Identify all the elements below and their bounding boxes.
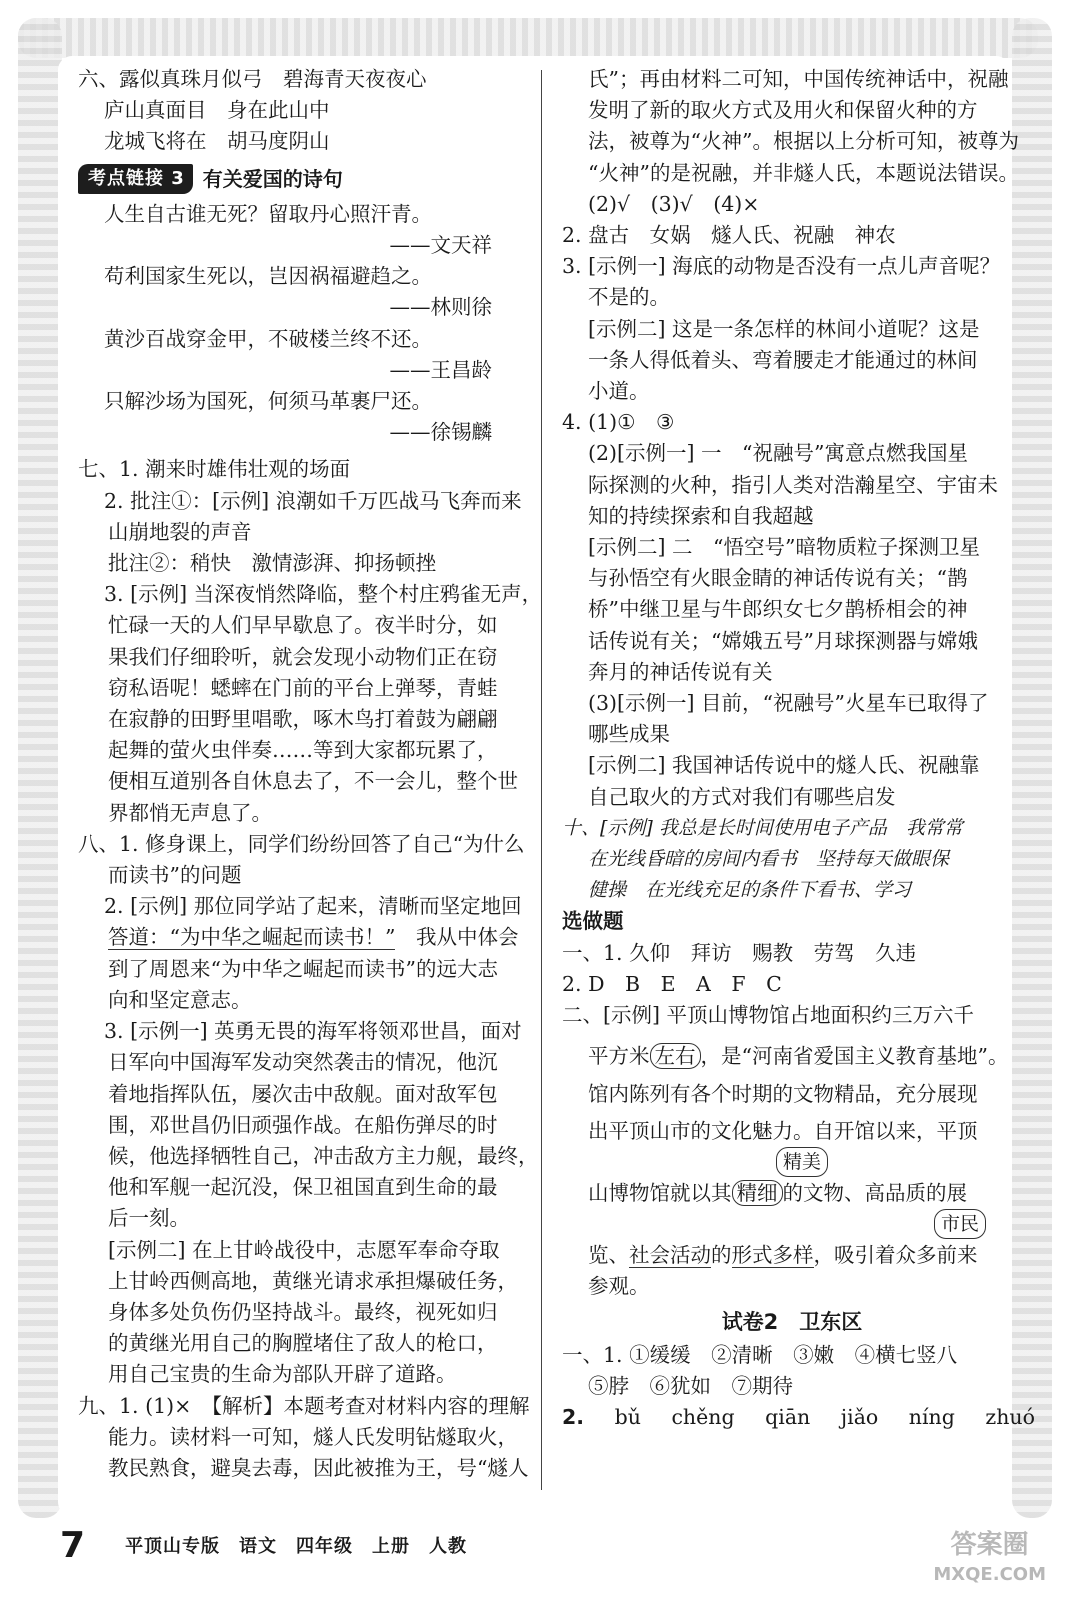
answer-line: 知的持续探索和自我超越 xyxy=(588,503,814,528)
section-8-q1-line: 而读书”的问题 xyxy=(108,863,242,888)
column-divider xyxy=(541,70,542,1490)
section-8-q2-line: 2. [示例] 那位同学站了起来，清晰而坚定地回 xyxy=(104,894,522,919)
section-6-line-2: 庐山真面目 身在此山中 xyxy=(104,98,330,123)
answer-line: 候，他选择牺牲自己，冲击敌方主力舰，最终， xyxy=(108,1143,539,1168)
optional-q3-line-4: 出平顶山市的文化魅力。自开馆以来，平顶 xyxy=(588,1118,978,1143)
left-column xyxy=(78,64,543,1484)
answer-line: 际探测的火种，指引人类对浩瀚星空、宇宙未 xyxy=(588,472,998,497)
optional-section-title: 选做题 xyxy=(562,909,624,934)
poem-list xyxy=(78,199,530,449)
section-9-line: 九、1. (1)× 【解析】本题考查对材料内容的理解 xyxy=(78,1393,530,1418)
optional-q1: 一、1. 久仰 拜访 赐教 劳驾 久违 xyxy=(562,940,917,965)
answer-line: [示例二] 在上甘岭战役中，志愿军奉命夺取 xyxy=(108,1237,500,1262)
answer-line: 着地指挥队伍，屡次击中敌舰。面对敌军包 xyxy=(108,1081,498,1106)
pinyin-answer: bǔ xyxy=(614,1405,641,1430)
section-9-continued: 法，被尊为“火神”。根据以上分析可知，被尊为 xyxy=(588,129,1019,154)
exam-q2-pinyin xyxy=(562,1402,1035,1433)
answer-line: 自己取火的方式对我们有哪些启发 xyxy=(588,784,896,809)
section-6-line-1: 六、露似真珠月似弓 碧海青天夜夜心 xyxy=(78,67,427,91)
circled-word: 左右 xyxy=(650,1043,701,1069)
section-9-continued: 发明了新的取火方式及用火和保留火种的方 xyxy=(588,98,978,123)
exam-q1-line: 一、1. ①缓缓 ②清晰 ③嫩 ④横七竖八 xyxy=(562,1342,958,1367)
section-9-continued: (2)√ (3)√ (4)× xyxy=(588,191,760,216)
correction-note: 精美 xyxy=(776,1147,828,1177)
section-8-q2-line: 向和坚定意志。 xyxy=(108,987,252,1012)
section-9-q3-line: [示例二] 这是一条怎样的林间小道呢？这是 xyxy=(588,316,980,341)
pinyin-answer: chěng xyxy=(671,1405,735,1430)
correction-row xyxy=(562,1209,1022,1240)
section-7-q2-line: 山崩地裂的声音 xyxy=(108,519,252,544)
circled-word: 精细 xyxy=(732,1180,783,1206)
answer-line: 后一刻。 xyxy=(108,1206,190,1231)
footer-edition-text: 平顶山专版 语文 四年级 上册 人教 xyxy=(125,1536,468,1557)
pinyin-answer: zhuó xyxy=(985,1405,1035,1430)
optional-q3-line-7: 参观。 xyxy=(588,1274,650,1299)
answer-text: ，吸引着众多前来 xyxy=(813,1243,978,1268)
optional-q3-line-1: 二、[示例] 平顶山博物馆占地面积约三万六千 xyxy=(562,1003,975,1028)
optional-q3-line-2 xyxy=(562,1041,1022,1072)
key-point-title: 有关爱国的诗句 xyxy=(202,166,343,191)
section-8-q2-line xyxy=(78,922,530,953)
section-7-q2-line: 2. 批注①：[示例] 浪潮如千万匹战马飞奔而来 xyxy=(104,488,522,513)
page-footer xyxy=(60,1520,1010,1570)
section-9-q3-line: 小道。 xyxy=(588,379,650,404)
decorative-frame-top xyxy=(18,18,1038,58)
section-9-q3-line: 不是的。 xyxy=(588,285,670,310)
answer-line: [示例二] 二 “悟空号”暗物质粒子探测卫星 xyxy=(588,535,980,560)
answer-line: 4. (1)① ③ xyxy=(562,410,675,435)
poem-line: 苟利国家生死以，岂因祸福避趋之。 xyxy=(104,264,432,289)
answer-line: 忙碌一天的人们早早歇息了。夜半时分，如 xyxy=(108,613,498,638)
underlined-quote: 答道：“为中华之崛起而读书！” xyxy=(108,925,396,950)
answer-text: 我从中体会 xyxy=(395,925,519,950)
poem-line: 人生自古谁无死？留取丹心照汗青。 xyxy=(104,201,432,226)
section-6-line-3: 龙城飞将在 胡马度阴山 xyxy=(104,129,330,154)
section-9-q2: 2. 盘古 女娲 燧人氏、祝融 神农 xyxy=(562,223,896,248)
question-number: 2. xyxy=(562,1405,585,1430)
pinyin-answer: níng xyxy=(908,1405,955,1430)
answer-line: 日军向中国海军发动突然袭击的情况，他沉 xyxy=(108,1050,498,1075)
page-number: 7 xyxy=(60,1524,86,1566)
watermark-logo xyxy=(933,1530,1046,1590)
underlined-phrase: 社会活动 xyxy=(629,1243,711,1268)
watermark-url: MXQE.COM xyxy=(933,1564,1046,1585)
section-7-q1: 七、1. 潮来时雄伟壮观的场面 xyxy=(78,457,351,482)
answer-line: [示例二] 我国神话传说中的燧人氏、祝融靠 xyxy=(588,753,980,778)
answer-line: 身体多处负伤仍坚持战斗。最终，视死如归 xyxy=(108,1299,498,1324)
section-8-q2-line: 到了周恩来“为中华之崛起而读书”的远大志 xyxy=(108,956,498,981)
section-8-q1-line: 八、1. 修身课上，同学们纷纷回答了自己“为什么 xyxy=(78,831,525,856)
exam-title: 试卷2 卫东区 xyxy=(721,1309,863,1334)
answer-line: 在寂静的田野里唱歌，啄木鸟打着鼓为翩翩 xyxy=(108,707,498,732)
section-8-q3 xyxy=(78,1016,539,1390)
poem-line: 只解沙场为国死，何须马革裹尸还。 xyxy=(104,389,432,414)
optional-q2: 2. D B E A F C xyxy=(562,971,782,996)
section-10-line: 健操 在光线充足的条件下看书、学习 xyxy=(588,879,912,902)
section-9-line: 能力。读材料一可知，燧人氏发明钻燧取火， xyxy=(108,1424,518,1449)
optional-q3-line-3: 馆内陈列有各个时期的文物精品，充分展现 xyxy=(588,1081,978,1106)
poem-author: ——王昌龄 xyxy=(389,357,492,382)
pinyin-answer: jiǎo xyxy=(840,1405,879,1430)
key-point-badge: 考点链接 3 xyxy=(78,164,193,194)
answer-line: 他和军舰一起沉没，保卫祖国直到生命的最 xyxy=(108,1175,498,1200)
section-9-line: 教民熟食，避臭去毒，因此被推为王，号“燧人 xyxy=(108,1455,529,1480)
answer-line: 话传说有关；“嫦娥五号”月球探测器与嫦娥 xyxy=(588,628,978,653)
answer-line: (2)[示例一] 一 “祝融号”寓意点燃我国星 xyxy=(588,441,969,466)
answer-line: (3)[示例一] 目前，“祝融号”火星车已取得了 xyxy=(588,691,989,716)
section-10-line: 十、[示例] 我总是长时间使用电子产品 我常常 xyxy=(562,816,963,839)
poem-author: ——林则徐 xyxy=(389,295,492,320)
answer-line: 果我们仔细聆听，就会发现小动物们正在窃 xyxy=(108,644,498,669)
answer-line: 上甘岭西侧高地，黄继光请求承担爆破任务， xyxy=(108,1268,518,1293)
answer-line: 用自己宝贵的生命为部队开辟了道路。 xyxy=(108,1362,457,1387)
answer-text: 览、 xyxy=(588,1243,629,1268)
decorative-frame-left xyxy=(18,18,62,1518)
answer-text: ，是“河南省爱国主义教育基地”。 xyxy=(700,1044,1009,1069)
optional-q3-line-5 xyxy=(562,1178,1022,1209)
section-9-q3-line: 3. [示例一] 海底的动物是否没有一点儿声音呢？ xyxy=(562,254,1001,279)
answer-line: 桥”中继卫星与牛郎织女七夕鹊桥相会的神 xyxy=(588,597,968,622)
optional-q3-line-6 xyxy=(562,1240,1022,1271)
answer-text: 平方米 xyxy=(588,1044,650,1069)
answer-line: 界都悄无声息了。 xyxy=(108,800,272,825)
answer-line: 围，邓世昌仍旧顽强作战。在船伤弹尽的时 xyxy=(108,1112,498,1137)
answer-text: 的 xyxy=(711,1243,732,1268)
key-point-link xyxy=(78,164,530,195)
right-column xyxy=(562,64,1035,1433)
watermark-text: 答案圈 xyxy=(950,1530,1029,1560)
section-7-q3 xyxy=(78,579,543,829)
answer-line: 与孙悟空有火眼金睛的神话传说有关；“鹊 xyxy=(588,566,968,591)
answer-line: 的黄继光用自己的胸膛堵住了敌人的枪口， xyxy=(108,1331,498,1356)
section-9-q3-line: 一条人得低着头、弯着腰走才能通过的林间 xyxy=(588,347,978,372)
section-9-continued: 氏”；再由材料二可知，中国传统神话中，祝融 xyxy=(588,67,1009,91)
answer-line: 3. [示例一] 英勇无畏的海军将领邓世昌，面对 xyxy=(104,1019,522,1044)
pinyin-answer: qiān xyxy=(765,1405,811,1430)
poem-line: 黄沙百战穿金甲，不破楼兰终不还。 xyxy=(104,326,432,351)
answer-line: 窃私语呢！蟋蟀在门前的平台上弹琴，青蛙 xyxy=(108,675,498,700)
correction-note: 市民 xyxy=(934,1209,986,1239)
correction-row xyxy=(562,1147,1022,1178)
answer-text: 山博物馆就以其 xyxy=(588,1180,732,1205)
section-10-line: 在光线昏暗的房间内看书 坚持每天做眼保 xyxy=(588,848,950,871)
answer-line: 便相互道别各自休息去了，不一会儿，整个世 xyxy=(108,769,518,794)
poem-author: ——徐锡麟 xyxy=(389,420,492,445)
section-9-continued: “火神”的是祝融，并非燧人氏，本题说法错误。 xyxy=(588,160,1019,185)
exam-q1-line: ⑤脖 ⑥犹如 ⑦期待 xyxy=(588,1373,793,1398)
underlined-phrase: 形式多样 xyxy=(731,1243,814,1268)
answer-line: 哪些成果 xyxy=(588,722,670,747)
poem-author: ——文天祥 xyxy=(389,233,492,258)
answer-line: 起舞的萤火虫伴奏……等到大家都玩累了， xyxy=(108,738,498,763)
answer-text: 的文物、高品质的展 xyxy=(782,1180,967,1205)
section-7-q2-line: 批注②：稍快 激情澎湃、抑扬顿挫 xyxy=(108,551,436,576)
answer-line: 奔月的神话传说有关 xyxy=(588,659,773,684)
answer-line: 3. [示例] 当深夜悄然降临，整个村庄鸦雀无声， xyxy=(104,582,543,607)
section-9-q4 xyxy=(562,407,1022,813)
